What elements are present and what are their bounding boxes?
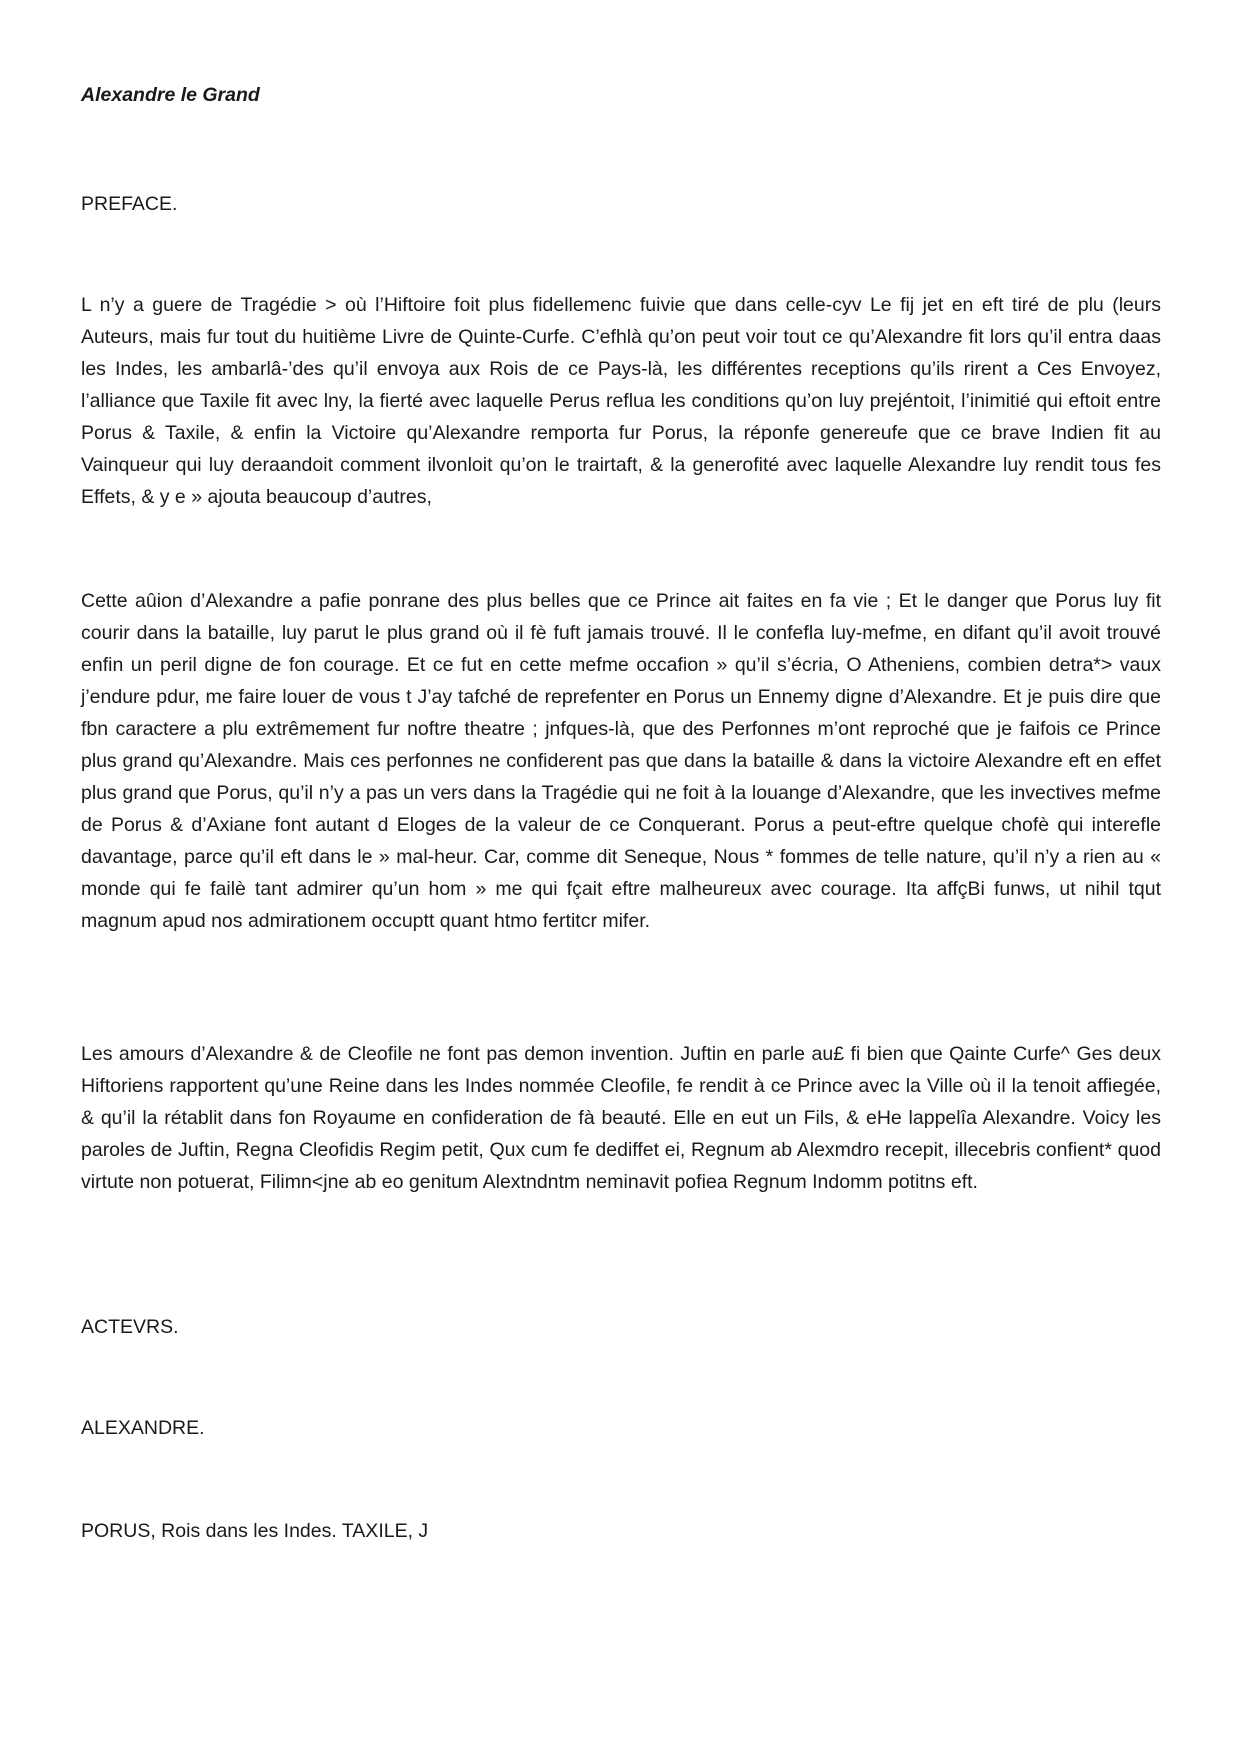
actor-alexandre: ALEXANDRE. — [81, 1417, 205, 1439]
actor-porus-taxile: PORUS, Rois dans les Indes. TAXILE, J — [81, 1520, 429, 1542]
paragraph-2: Cette aûion d’Alexandre a pafie ponrane des plus belles que ce Prince ait faites en fa vie ; Et le danger que Porus luy fit courir dans la bataille, luy parut le plus grand où il fè fuft jamais trouvé. Il le confefla luy-mefme, en difant qu’il avoit trouvé enfin un peril digne de fon courage. Et ce fut en cette mefme occafion » qu’il s’écria, O Atheniens, combien detra*> vaux j’endure pdur, me faire louer de vous t J’ay tafché de reprefenter en Porus un Ennemy digne d’Alexandre. Et je puis dire que fbn caractere a plu extrêmement fur noftre theatre ; jnfques-là, que des Perfonnes m’ont reproché que je faifois ce Prince plus grand qu’Alexandre. Mais ces perfonnes ne confiderent pas que dans la bataille & dans la victoire Alexandre eft en effet plus grand que Porus, qu’il n’y a pas un vers dans la Tragédie qui ne foit à la louange d’Alexandre, que les invectives mefme de Porus & d’Axiane font autant d Eloges de la valeur de ce Conquerant. Porus a peut-eftre quelque chofè qui interefle davantage, parce qu’il eft dans le » mal-heur. Car, comme dit Seneque, Nous * fommes de telle nature, qu’il n’y a rien au « monde qui fe failè tant admirer qu’un hom » me qui fçait eftre malheureux avec courage. Ita affçBi funws, ut nihil tqut magnum apud nos admirationem occuptt quant htmo fertitcr mifer. — [81, 590, 1161, 932]
paragraph-1: L n’y a guere de Tragédie > où l’Hiftoire foit plus fidellemenc fuivie que dans celle-cyv Le fij jet en eft tiré de plu (leurs Auteurs, mais fur tout du huitième Livre de Quinte-Curfe. C’efhlà qu’on peut voir tout ce qu’Alexandre fit lors qu’il entra daas les Indes, les ambarlâ-’des qu’il envoya aux Rois de ce Pays-là, les différentes receptions qu’ils rirent a Ces Envoyez, l’alliance que Taxile fit avec lny, la fierté avec laquelle Perus reflua les conditions qu’on luy prejéntoit, l’inimitié qui eftoit entre Porus & Taxile, & enfin la Victoire qu’Alexandre remporta fur Porus, la réponfe genereufe que ce brave Indien fit au Vainqueur qui luy deraandoit comment ilvonloit qu’on le trairtaft, & la generofité avec laquelle Alexandre luy rendit tous fes Effets, & y e » ajouta beaucoup d’autres, — [81, 294, 1161, 508]
preface-heading: PREFACE. — [81, 193, 178, 215]
actors-heading: ACTEVRS. — [81, 1316, 179, 1338]
document-title: Alexandre le Grand — [81, 84, 260, 106]
paragraph-3: Les amours d’Alexandre & de Cleofile ne font pas demon invention. Juftin en parle au£ fi bien que Qainte Curfe^ Ges deux Hiftoriens rapportent qu’une Reine dans les Indes nommée Cleofile, fe rendit à ce Prince avec la Ville où il la tenoit affiegée, & qu’il la rétablit dans fon Royaume en confideration de fà beauté. Elle en eut un Fils, & eHe lappelîa Alexandre. Voicy les paroles de Juftin, Regna Cleofidis Regim petit, Qux cum fe dediffet ei, Regnum ab Alexmdro recepit, illecebris confient* quod virtute non potuerat, Filimn<jne ab eo genitum Alextndntm neminavit pofiea Regnum Indomm potitns eft. — [81, 1043, 1161, 1193]
